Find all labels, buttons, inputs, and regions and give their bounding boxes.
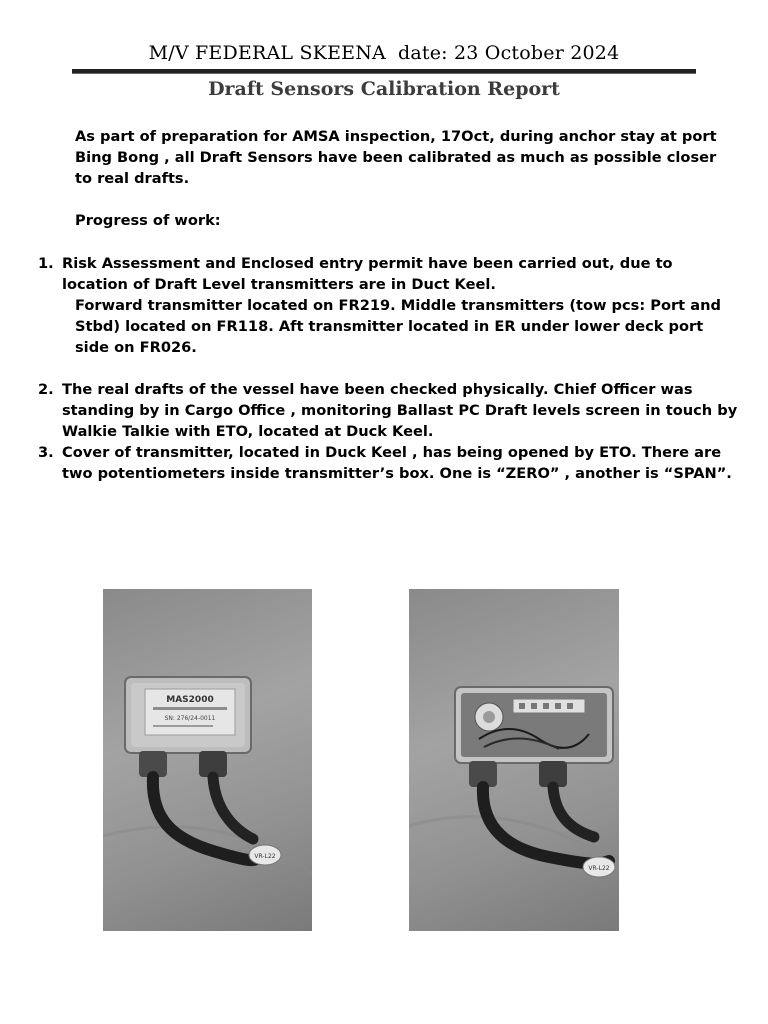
label-serial: SN: 276/24-0011 [164,715,216,722]
photo-closed-transmitter [103,589,312,931]
intro-paragraph: As part of preparation for AMSA inspection, 17Oct, during anchor stay at port Bing Bong , all Draft Sensors have been calibrated as much as possible closer to real drafts. [75,128,717,187]
header-rule [72,69,696,74]
progress-heading: Progress of work: [75,212,221,229]
cable-tag: VR-L22 [588,865,610,872]
cable-tag: VR-L22 [254,853,276,860]
closed-transmitter-illustration [103,589,312,931]
step-text: Cover of transmitter, located in Duck Keel , has being opened by ETO. There are two potentiometers inside transmitter’s box. One is “ZERO” , another is “SPAN”. [62,444,732,482]
step-text: Risk Assessment and Enclosed entry permit have been carried out, due to location of Draft Level transmitters are in Duct Keel. [62,255,673,293]
step-number: 3. [38,444,54,461]
step-item [38,253,738,358]
step-number: 1. [38,255,54,272]
report-title: Draft Sensors Calibration Report [208,78,560,100]
steps-list [38,253,738,484]
report-date: date: 23 October 2024 [397,42,620,64]
photo-opened-transmitter [409,589,619,931]
step-text: The real drafts of the vessel have been checked physically. Chief Officer was standing by in Cargo Office , monitoring Ballast PC Draft levels screen in touch by Walkie Talkie with ETO, located at Duck Keel. [62,381,738,440]
step-item [38,379,738,442]
step-item [38,442,738,484]
vessel-name: M/V FEDERAL SKEENA [148,42,386,64]
document-header [0,42,768,64]
opened-transmitter-illustration [409,589,619,931]
step-subtext: Forward transmitter located on FR219. Middle transmitters (tow pcs: Port and Stbd) located on FR118. Aft transmitter located in ER under lower deck port side on FR026. [75,297,721,356]
label-model: MAS2000 [166,695,214,705]
step-number: 2. [38,381,54,398]
